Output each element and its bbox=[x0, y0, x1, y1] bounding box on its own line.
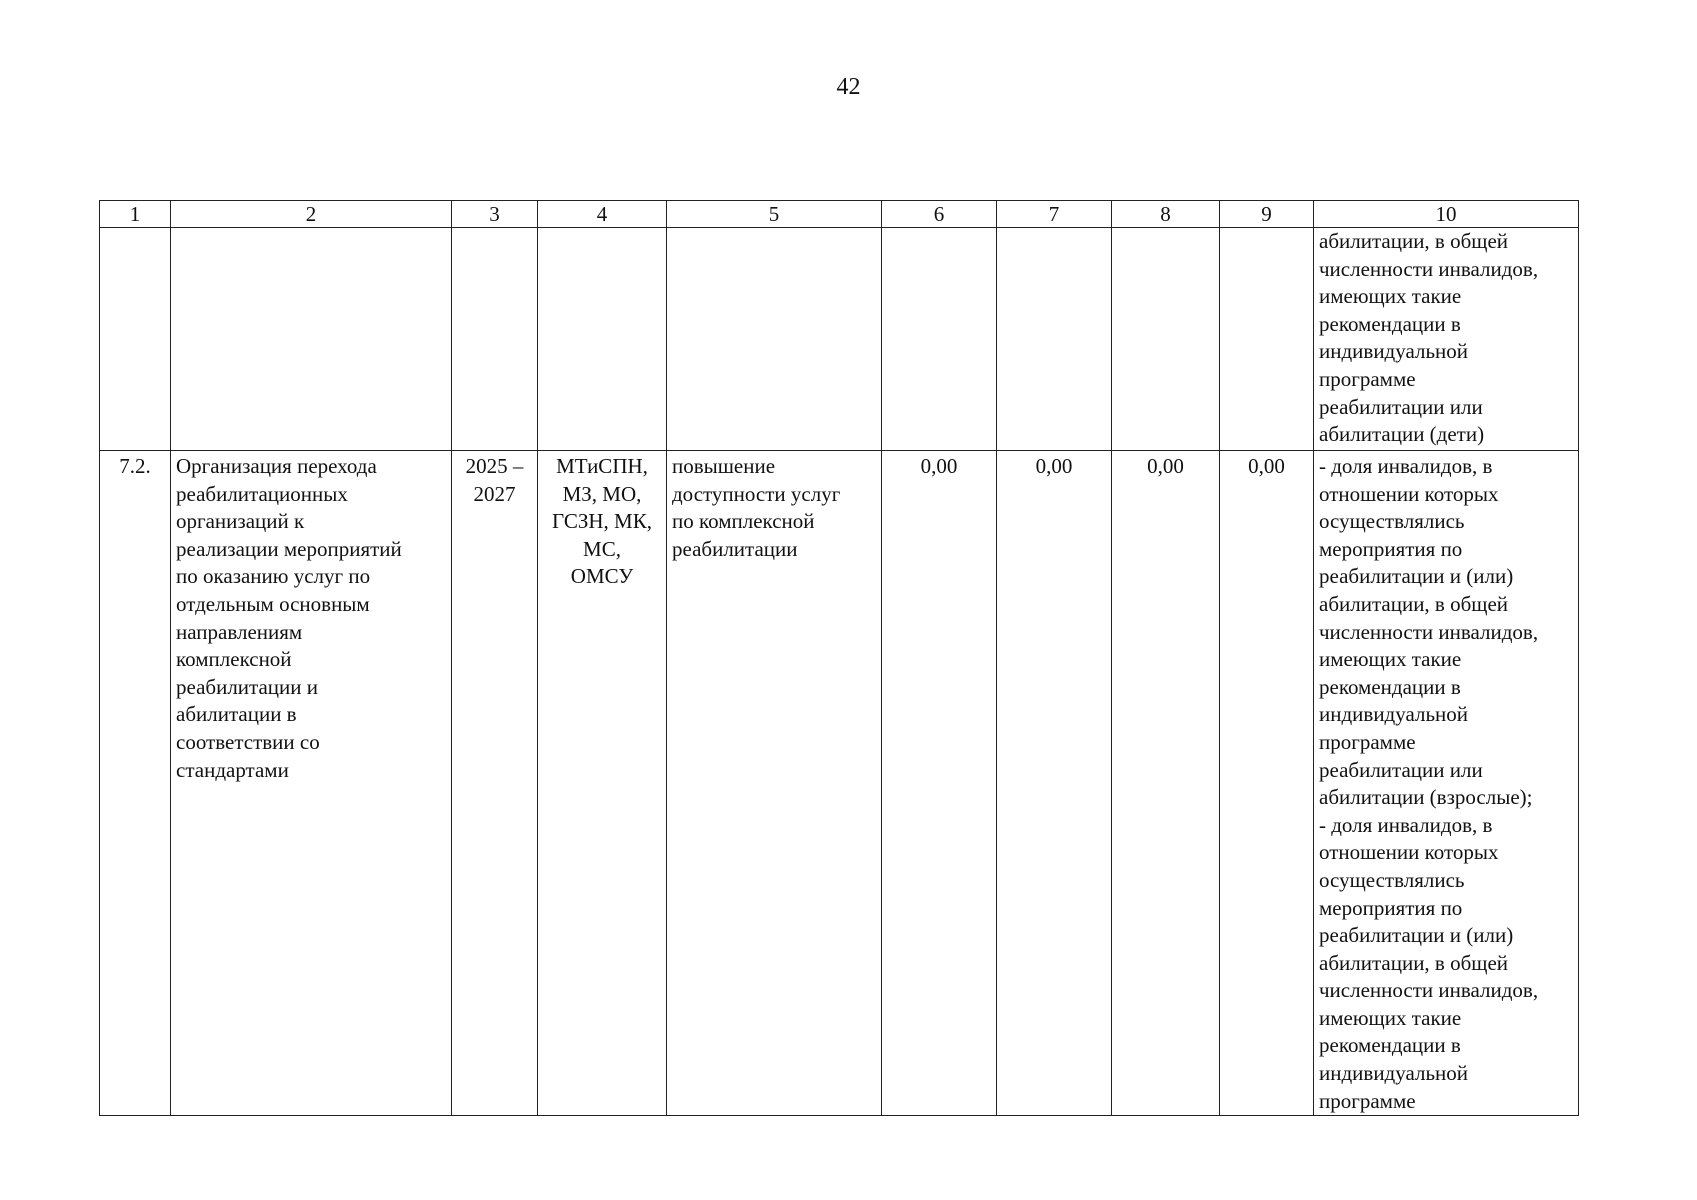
indicator-line: - доля инвалидов, в bbox=[1319, 812, 1493, 837]
period-line: 2027 bbox=[473, 481, 516, 506]
cont-cell-9 bbox=[1220, 228, 1314, 451]
header-cell-8: 8 bbox=[1112, 201, 1220, 228]
indicator-line: реабилитации или bbox=[1319, 757, 1483, 782]
header-cell-2: 2 bbox=[171, 201, 452, 228]
executors-line: МС, bbox=[583, 536, 621, 561]
result-line: по комплексной bbox=[672, 509, 815, 534]
cont-indicator-line: имеющих такие bbox=[1319, 284, 1462, 309]
cont-cell-8 bbox=[1112, 228, 1220, 451]
indicator-line: абилитации, в общей bbox=[1319, 950, 1509, 975]
result-line: доступности услуг bbox=[672, 481, 841, 506]
indicator-line: индивидуальной bbox=[1319, 702, 1468, 727]
executors-line: МЗ, МО, bbox=[562, 481, 642, 506]
period-line: 2025 – bbox=[465, 454, 524, 478]
cont-indicator-cell bbox=[1314, 228, 1579, 451]
measure-name-line: по оказанию услуг по bbox=[176, 564, 371, 589]
indicator-line: реабилитации и (или) bbox=[1319, 923, 1514, 948]
indicator-line: рекомендации в bbox=[1319, 1033, 1461, 1058]
cont-indicator-line: абилитации (дети) bbox=[1319, 422, 1485, 447]
indicator-line: отношении которых bbox=[1319, 481, 1499, 506]
cont-cell-6 bbox=[882, 228, 997, 451]
value-cell-8: 0,00 bbox=[1112, 451, 1220, 1116]
measure-name-line: организаций к bbox=[176, 509, 305, 534]
indicator-line: численности инвалидов, bbox=[1319, 619, 1539, 644]
indicator-line: мероприятия по bbox=[1319, 895, 1463, 920]
header-cell-9: 9 bbox=[1220, 201, 1314, 228]
header-cell-1: 1 bbox=[100, 201, 171, 228]
indicator-line: - доля инвалидов, в bbox=[1319, 454, 1493, 478]
cont-indicator-line: индивидуальной bbox=[1319, 339, 1468, 364]
value-cell-7: 0,00 bbox=[997, 451, 1112, 1116]
measure-name-line: соответствии со bbox=[176, 729, 320, 754]
indicator-line: абилитации, в общей bbox=[1319, 591, 1509, 616]
row-number-cell: 7.2. bbox=[100, 451, 171, 1116]
indicator-line: абилитации (взрослые); bbox=[1319, 785, 1533, 810]
header-cell-5: 5 bbox=[667, 201, 882, 228]
result-line: повышение bbox=[672, 454, 776, 478]
table-row-7-2 bbox=[100, 451, 1579, 1116]
result-line: реабилитации bbox=[672, 536, 798, 561]
measure-name-line: стандартами bbox=[176, 757, 289, 782]
measure-name-line: направлениям bbox=[176, 619, 303, 644]
measure-name-line: Организация перехода bbox=[176, 454, 377, 478]
cont-cell-7 bbox=[997, 228, 1112, 451]
cont-indicator-line: реабилитации или bbox=[1319, 394, 1483, 419]
cont-cell-3 bbox=[452, 228, 538, 451]
header-cell-3: 3 bbox=[452, 201, 538, 228]
indicator-line: осуществлялись bbox=[1319, 867, 1465, 892]
indicator-line: численности инвалидов, bbox=[1319, 978, 1539, 1003]
indicator-line: индивидуальной bbox=[1319, 1061, 1468, 1086]
measure-name-line: реабилитации и bbox=[176, 674, 318, 699]
measure-name-line: абилитации в bbox=[176, 702, 297, 727]
result-cell bbox=[667, 451, 882, 1116]
executors-line: МТиСПН, bbox=[556, 454, 648, 478]
indicator-line: реабилитации и (или) bbox=[1319, 564, 1514, 589]
cont-indicator-line: численности инвалидов, bbox=[1319, 256, 1539, 281]
measure-name-line: отдельным основным bbox=[176, 591, 370, 616]
value-cell-6: 0,00 bbox=[882, 451, 997, 1116]
header-cell-10: 10 bbox=[1314, 201, 1579, 228]
header-cell-7: 7 bbox=[997, 201, 1112, 228]
value-cell-9: 0,00 bbox=[1220, 451, 1314, 1116]
measure-name-line: реализации мероприятий bbox=[176, 536, 402, 561]
measure-name-line: комплексной bbox=[176, 647, 292, 672]
indicator-line: имеющих такие bbox=[1319, 647, 1462, 672]
cont-cell-4 bbox=[538, 228, 667, 451]
indicator-line: осуществлялись bbox=[1319, 509, 1465, 534]
executors-line: ГСЗН, МК, bbox=[552, 509, 652, 534]
measure-name-line: реабилитационных bbox=[176, 481, 348, 506]
header-cell-4: 4 bbox=[538, 201, 667, 228]
cont-indicator-line: абилитации, в общей bbox=[1319, 229, 1509, 253]
indicator-cell bbox=[1314, 451, 1579, 1116]
indicator-line: рекомендации в bbox=[1319, 674, 1461, 699]
indicator-line: мероприятия по bbox=[1319, 536, 1463, 561]
indicator-line: программе bbox=[1319, 1088, 1416, 1113]
cont-indicator-line: рекомендации в bbox=[1319, 311, 1461, 336]
executors-cell bbox=[538, 451, 667, 1116]
indicator-line: отношении которых bbox=[1319, 840, 1499, 865]
program-table bbox=[99, 200, 1579, 1116]
executors-line: ОМСУ bbox=[570, 564, 634, 589]
column-number-header-row bbox=[100, 201, 1579, 228]
cont-cell-1 bbox=[100, 228, 171, 451]
measure-name-cell bbox=[171, 451, 452, 1116]
continuation-row bbox=[100, 228, 1579, 451]
cont-cell-2 bbox=[171, 228, 452, 451]
indicator-line: программе bbox=[1319, 729, 1416, 754]
header-cell-6: 6 bbox=[882, 201, 997, 228]
indicator-line: имеющих такие bbox=[1319, 1005, 1462, 1030]
page-number: 42 bbox=[836, 74, 861, 100]
cont-cell-5 bbox=[667, 228, 882, 451]
period-cell bbox=[452, 451, 538, 1116]
cont-indicator-line: программе bbox=[1319, 366, 1416, 391]
